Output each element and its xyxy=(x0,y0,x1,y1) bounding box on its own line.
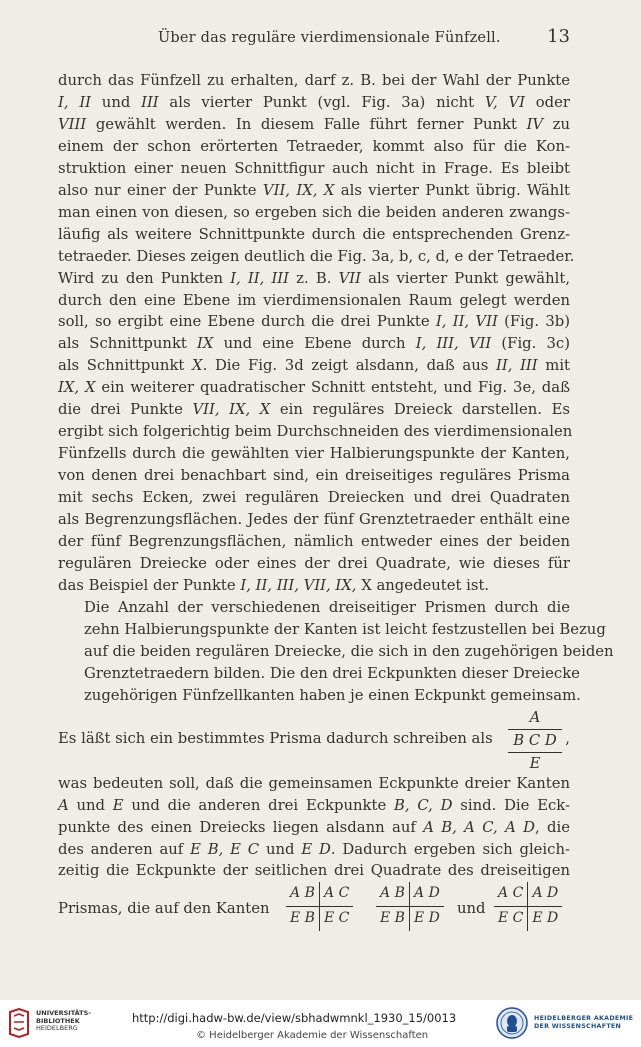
text-line: regulären Dreiecke oder eines der drei Quadrate, wie dieses für xyxy=(58,554,570,572)
edge-label: A D xyxy=(409,882,443,907)
text-line: soll, so ergibt eine Ebene durch die drei Punkte I, II, VII (Fig. 3b) xyxy=(58,313,570,331)
prism-fraction-middle: B C D xyxy=(508,729,562,753)
copyright-notice: © Heidelberger Akademie der Wissenschaften xyxy=(196,1030,429,1041)
text-line: als Schnittpunkt IX und eine Ebene durch I, III, VII (Fig. 3c) xyxy=(58,335,570,353)
paragraph-1 xyxy=(58,70,575,597)
ub-name-line: UNIVERSITÄTS- xyxy=(36,1009,91,1017)
text-line: zugehörigen Fünfzellkanten haben je einen Eckpunkt gemeinsam. xyxy=(84,686,581,704)
digitization-footer xyxy=(0,1000,641,1047)
text-line: als Begrenzungsflächen. Jedes der fünf Grenztetraeder enthält eine xyxy=(58,511,570,529)
text-line: durch das Fünfzell zu erhalten, darf z. B. bei der Wahl der Punkte xyxy=(58,72,570,89)
text-line: I, II und III als vierter Punkt (vgl. Fig. 3a) nicht V, VI oder xyxy=(58,93,570,111)
text-line: als Schnittpunkt X. Die Fig. 3d zeigt alsdann, daß aus II, III mit xyxy=(58,357,570,375)
text-line: tetraeder. Dieses zeigen deutlich die Fig. 3a, b, c, d, e der Tetraeder. xyxy=(58,247,575,265)
page-number: 13 xyxy=(547,26,570,47)
paragraph-2 xyxy=(58,597,614,707)
text-line: der fünf Begrenzungsflächen, nämlich entweder eines der beiden xyxy=(58,533,570,551)
academy-name-line: HEIDELBERGER AKADEMIE xyxy=(534,1015,634,1022)
edge-group-1 xyxy=(286,882,353,931)
text-line: zeitig die Eckpunkte der seitlichen drei Quadrate des dreiseitigen xyxy=(58,862,570,880)
university-library-name xyxy=(36,1010,91,1033)
edge-label: A C xyxy=(494,882,528,907)
academy-seal-icon xyxy=(496,1007,528,1039)
text-line: VIII gewählt werden. In diesem Falle führt ferner Punkt IV zu xyxy=(58,115,571,133)
prism-notation xyxy=(58,707,570,773)
text-line: durch den eine Ebene im vierdimensionalen Raum gelegt werden xyxy=(58,291,570,309)
ub-name-line: BIBLIOTHEK xyxy=(36,1016,80,1025)
academy-name-line: DER WISSENSCHAFTEN xyxy=(534,1023,622,1030)
edges-and: und xyxy=(457,900,486,918)
edge-label: A B xyxy=(286,882,319,907)
edge-label: E C xyxy=(319,907,353,932)
text-line: A und E und die anderen drei Eckpunkte B, C, D sind. Die Eck- xyxy=(58,796,570,814)
prism-fraction-top: A xyxy=(529,708,541,726)
prism-fraction-bottom: E xyxy=(529,754,541,772)
body-text xyxy=(58,70,614,936)
text-line: läufig als weitere Schnittpunkte durch die entsprechenden Grenz- xyxy=(58,225,570,243)
text-line: also nur einer der Punkte VII, IX, X als vierter Punkt übrig. Wählt xyxy=(58,181,570,199)
academy-name xyxy=(534,1015,633,1031)
text-line: was bedeuten soll, daß die gemeinsamen Eckpunkte dreier Kanten xyxy=(58,774,570,792)
edge-group-2 xyxy=(376,882,444,931)
text-line: von denen drei benachbart sind, ein dreiseitiges reguläres Prisma xyxy=(58,467,570,485)
text-line: einem der schon erörterten Tetraeder, kommt also für die Kon- xyxy=(58,137,570,155)
paragraph-3 xyxy=(58,773,570,883)
edge-label: E B xyxy=(290,910,315,927)
text-line: Wird zu den Punkten I, II, III z. B. VII als vierter Punkt gewählt, xyxy=(58,269,571,287)
text-line: mit sechs Ecken, zwei regulären Dreiecken und drei Quadraten xyxy=(58,489,570,507)
text-line: man einen von diesen, so ergeben sich die beiden anderen zwangs- xyxy=(58,203,570,221)
running-title: Über das reguläre vierdimensionale Fünfzell. xyxy=(158,30,501,46)
text-line: struktion einer neuen Schnittfigur auch nicht in Frage. Es bleibt xyxy=(58,159,570,177)
edges-lead: Prismas, die auf den Kanten xyxy=(58,900,270,918)
page-header xyxy=(58,26,570,50)
text-line: Fünfzells durch die gewählten vier Halbierungspunkte der Kanten, xyxy=(58,445,570,463)
text-line: Grenztetraedern bilden. Die den drei Eckpunkten dieser Dreiecke xyxy=(84,664,580,682)
text-line: IX, X ein weiterer quadratischer Schnitt entsteht, und Fig. 3e, daß xyxy=(58,379,570,397)
text-line: zehn Halbierungspunkte der Kanten ist leicht festzustellen bei Bezug xyxy=(84,620,606,638)
text-line: auf die beiden regulären Dreiecke, die sich in den zugehörigen beiden xyxy=(84,642,614,660)
text-line: das Beispiel der Punkte I, II, III, VII, IX, X angedeutet ist. xyxy=(58,576,490,594)
text-line: Die Anzahl der verschiedenen dreiseitiger Prismen durch die xyxy=(84,598,570,616)
edge-label: A D xyxy=(528,882,562,907)
text-line: ergibt sich folgerichtig beim Durchschneiden des vierdimensionalen xyxy=(58,423,573,441)
edge-label: A B xyxy=(376,882,409,907)
edges-line xyxy=(58,882,570,936)
prism-notation-lead: Es läßt sich ein bestimmtes Prisma dadurch schreiben als xyxy=(58,729,493,747)
edge-label: E B xyxy=(380,910,405,927)
prism-comma: , xyxy=(565,729,570,747)
text-line: punkte des einen Dreiecks liegen alsdann auf A B, A C, A D, die xyxy=(58,818,571,836)
permalink[interactable]: http://digi.hadw-bw.de/view/sbhadwmnkl_1930_15/0013 xyxy=(132,1011,457,1025)
edge-label: E C xyxy=(498,910,524,927)
edge-label: E D xyxy=(409,907,443,932)
edge-group-3 xyxy=(494,882,562,931)
edge-label: A C xyxy=(319,882,353,907)
text-line: des anderen auf E B, E C und E D. Dadurch ergeben sich gleich- xyxy=(58,840,570,858)
edge-label: E D xyxy=(528,907,562,932)
ub-name-line: HEIDELBERG xyxy=(36,1024,78,1032)
text-line: die drei Punkte VII, IX, X ein reguläres Dreieck darstellen. Es xyxy=(58,401,571,419)
prism-fraction xyxy=(508,707,562,775)
university-library-logo-icon xyxy=(8,1008,30,1038)
